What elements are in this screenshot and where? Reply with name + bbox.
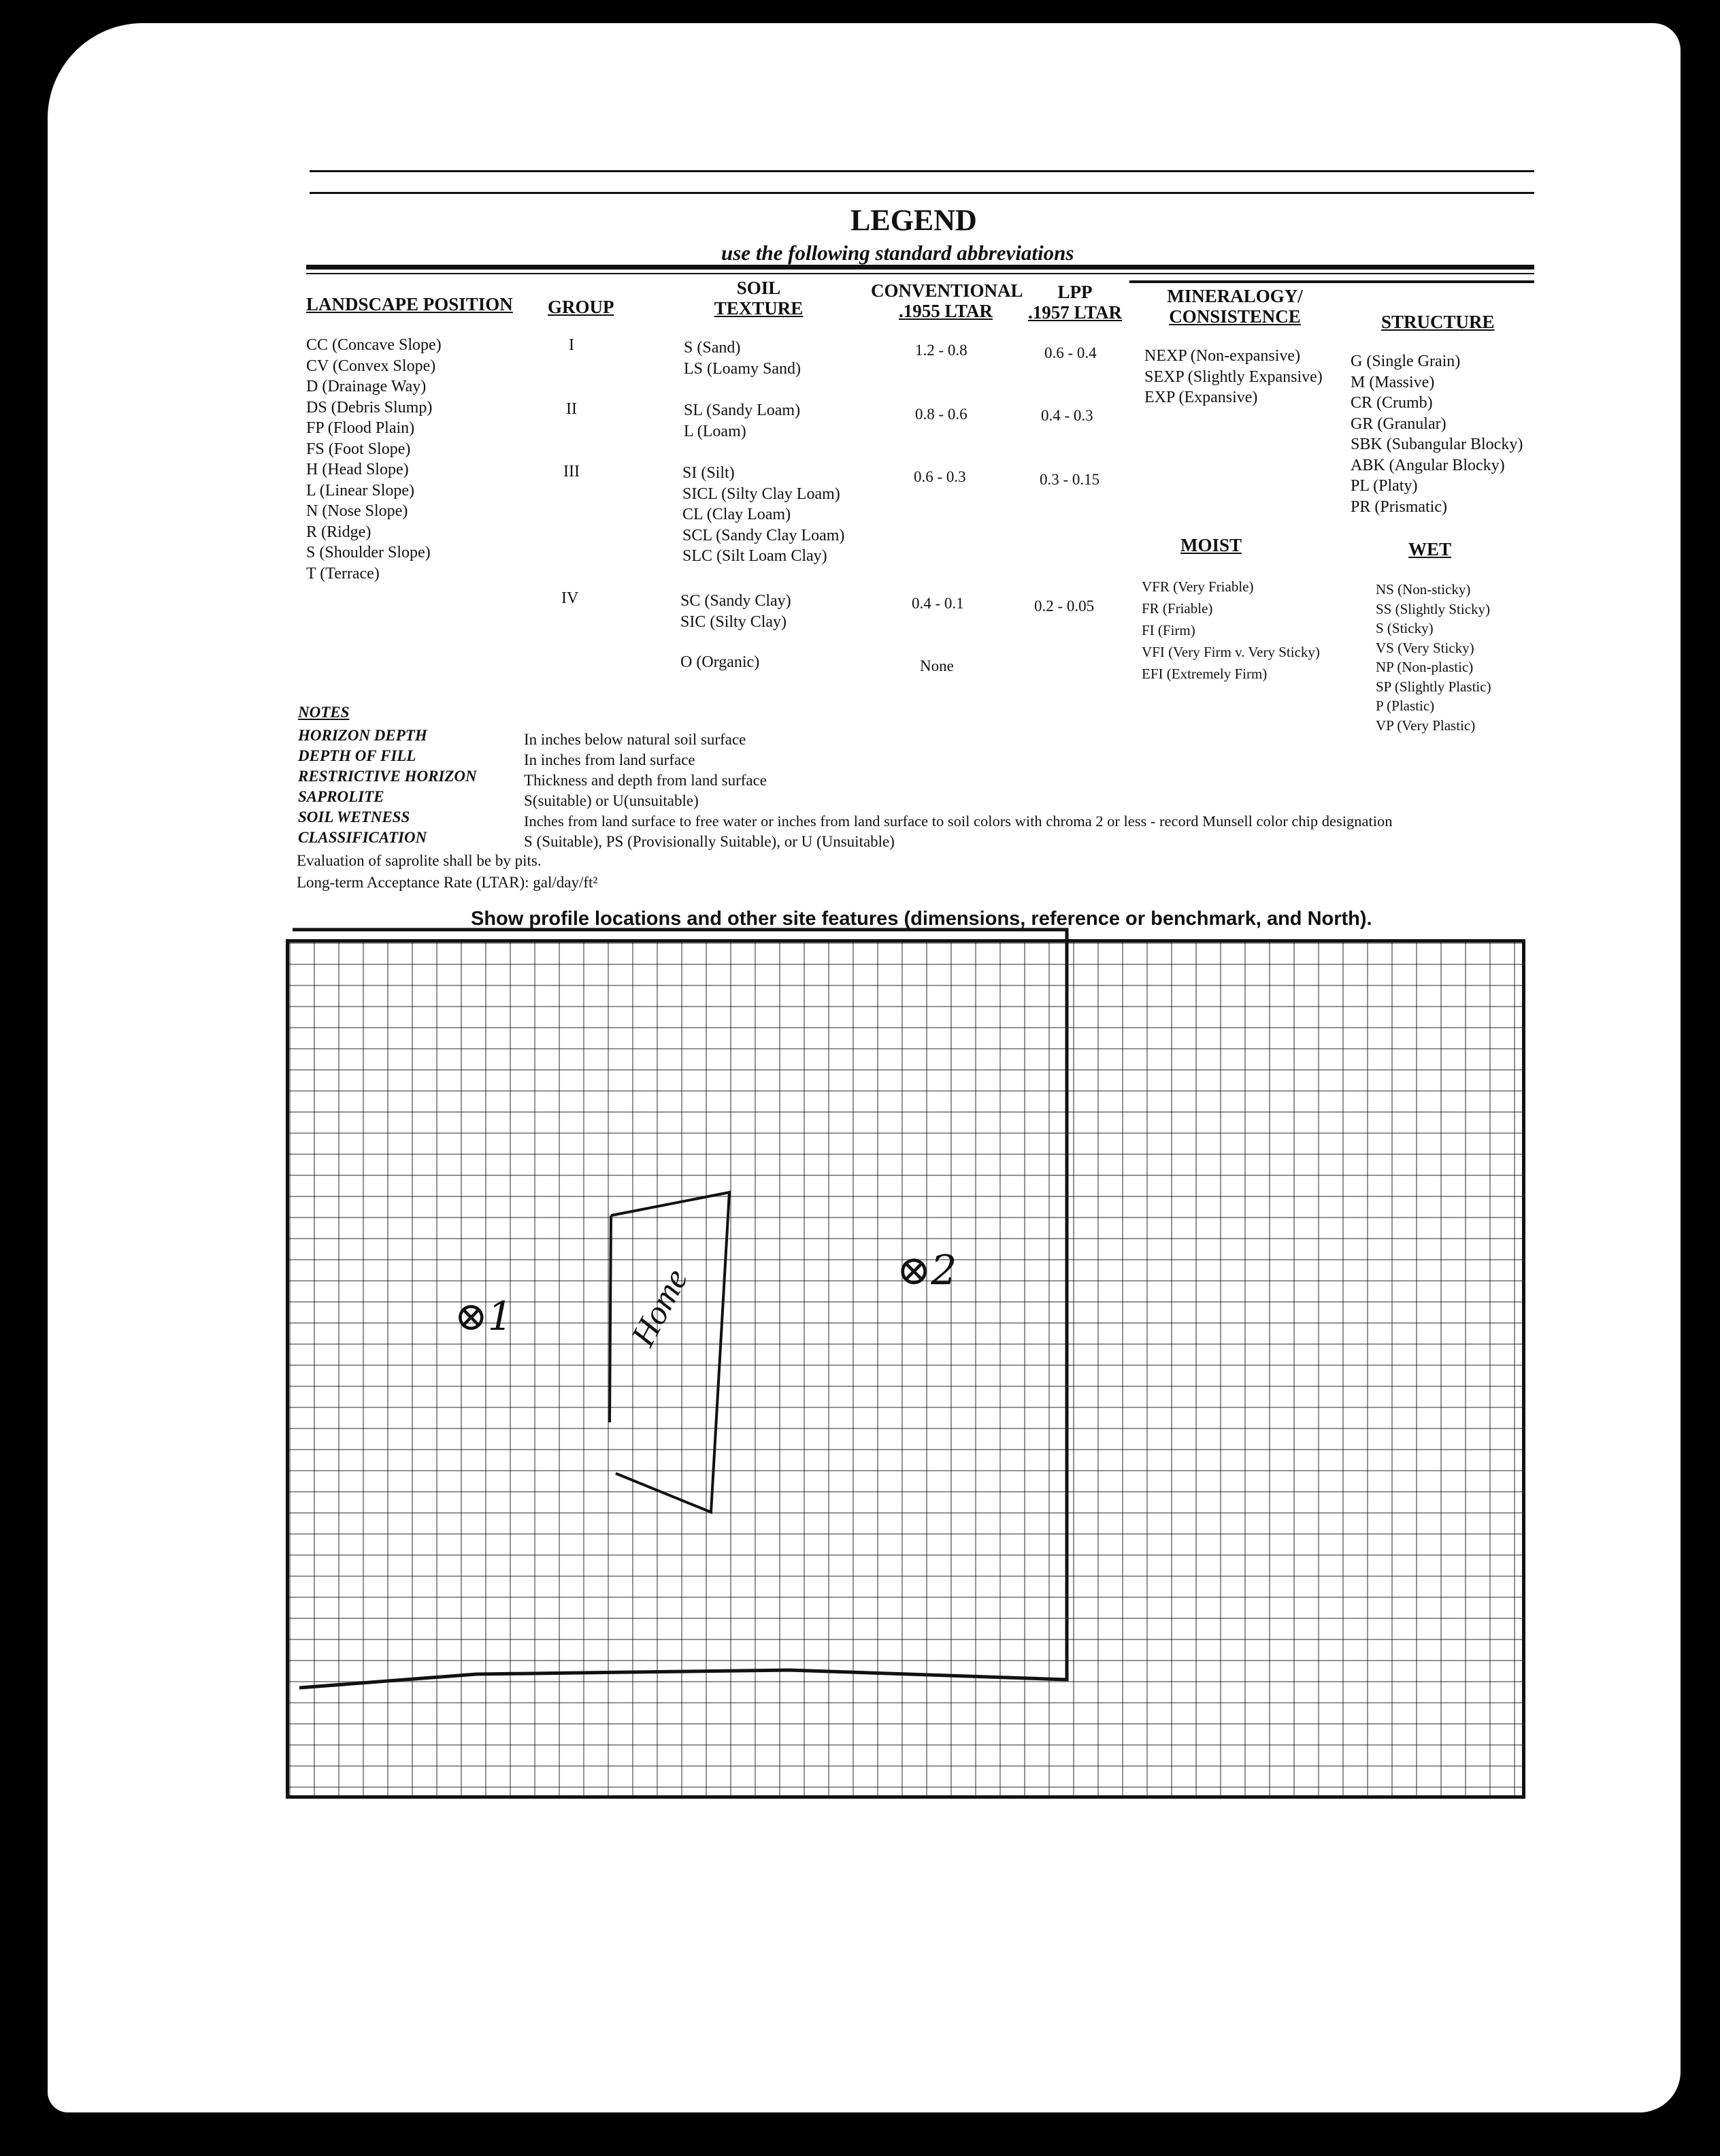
conventional-ltar-1: 1.2 - 0.8 [915, 342, 968, 359]
header-lpp-line1: LPP [1057, 282, 1093, 302]
list-item: P (Plastic) [1376, 698, 1435, 714]
note-label: CLASSIFICATION [298, 829, 427, 846]
list-item: CV (Convex Slope) [306, 357, 436, 375]
notes-heading: NOTES [298, 704, 350, 721]
list-item: SEXP (Slightly Expansive) [1144, 368, 1323, 386]
legend-subtitle: use the following standard abbreviations [721, 241, 1074, 265]
list-item: N (Nose Slope) [306, 502, 408, 520]
list-item: R (Ridge) [306, 523, 371, 541]
list-item: VP (Very Plastic) [1376, 717, 1476, 734]
header-min-line2: CONSISTENCE [1169, 306, 1301, 327]
list-item: SIC (Silty Clay) [680, 612, 787, 631]
list-item: FR (Friable) [1142, 600, 1213, 617]
home-outline-left [610, 1215, 611, 1422]
list-item: GR (Granular) [1351, 414, 1446, 433]
list-item: S (Sticky) [1376, 620, 1434, 636]
header-group: GROUP [548, 297, 614, 317]
note-label: SOIL WETNESS [298, 808, 410, 826]
header-conv-line2: .1955 LTAR [898, 301, 993, 321]
note-label: HORIZON DEPTH [298, 727, 427, 744]
conventional-ltar-2: 0.8 - 0.6 [915, 406, 968, 423]
list-item: PR (Prismatic) [1351, 497, 1447, 516]
list-item: NEXP (Non-expansive) [1144, 347, 1301, 365]
list-item: T (Terrace) [306, 564, 380, 583]
list-item: VFI (Very Firm v. Very Sticky) [1142, 644, 1320, 660]
home-label: Home [623, 1262, 695, 1352]
header-min-line1: MINERALOGY/ [1167, 286, 1303, 306]
list-item: SCL (Sandy Clay Loam) [682, 526, 845, 544]
header-lpp-line2: .1957 LTAR [1027, 302, 1123, 323]
list-item: L (Loam) [684, 422, 746, 440]
header-moist: MOIST [1180, 535, 1242, 555]
note-value: In inches from land surface [524, 751, 695, 768]
list-item: H (Head Slope) [306, 461, 409, 478]
profile-marker-2: ⊗2 [897, 1247, 957, 1294]
legend-title: LEGEND [850, 203, 977, 237]
note-label: RESTRICTIVE HORIZON [298, 768, 477, 785]
header-landscape-position: LANDSCAPE POSITION [306, 294, 513, 314]
note-value: In inches below natural soil surface [524, 731, 746, 748]
list-item: SBK (Subangular Blocky) [1351, 436, 1523, 453]
list-item: M (Massive) [1351, 373, 1435, 391]
list-item: SICL (Silty Clay Loam) [682, 485, 840, 503]
note-value: S (Suitable), PS (Provisionally Suitable), or U (Unsuitable) [524, 833, 895, 850]
lpp-ltar-2: 0.4 - 0.3 [1041, 407, 1093, 424]
list-item: EXP (Expansive) [1144, 389, 1258, 406]
note-value: Thickness and depth from land surface [524, 772, 767, 789]
list-item: FS (Foot Slope) [306, 440, 411, 458]
lpp-ltar-3: 0.3 - 0.15 [1040, 471, 1100, 488]
soil-texture-organic: O (Organic) [680, 653, 760, 671]
list-item: SL (Sandy Loam) [684, 402, 801, 419]
list-item: NS (Non-sticky) [1376, 581, 1471, 598]
header-conv-line1: CONVENTIONAL [871, 280, 1023, 301]
list-item: CC (Concave Slope) [306, 336, 442, 354]
conventional-ltar-4: 0.4 - 0.1 [912, 595, 964, 612]
list-item: SC (Sandy Clay) [680, 592, 791, 610]
note-value: Inches from land surface to free water or inches from land surface to soil colors with chroma 2 or less - record Munsell color chip designation [524, 813, 1393, 830]
list-item: CR (Crumb) [1351, 394, 1433, 412]
note-label: DEPTH OF FILL [298, 747, 416, 764]
list-item: PL (Platy) [1351, 477, 1418, 495]
list-item: S (Sand) [684, 339, 741, 357]
conventional-ltar-3: 0.6 - 0.3 [914, 468, 966, 485]
list-item: LS (Loamy Sand) [684, 359, 801, 378]
header-structure: STRUCTURE [1381, 312, 1495, 332]
group-ii: II [566, 400, 577, 418]
list-item: VS (Very Sticky) [1376, 639, 1474, 656]
list-item: DS (Debris Slump) [306, 398, 433, 416]
list-item: G (Single Grain) [1351, 353, 1461, 370]
list-item: SLC (Silt Loam Clay) [682, 547, 827, 565]
lpp-ltar-1: 0.6 - 0.4 [1044, 344, 1097, 361]
list-item: SI (Silt) [682, 464, 735, 482]
group-i: I [569, 336, 574, 354]
list-item: EFI (Extremely Firm) [1142, 666, 1268, 682]
note-label: SAPROLITE [298, 788, 384, 805]
list-item: CL (Clay Loam) [682, 506, 791, 523]
list-item: ABK (Angular Blocky) [1351, 456, 1505, 474]
header-wet: WET [1408, 539, 1452, 559]
header-soil-line1: SOIL [736, 278, 781, 298]
list-item: NP (Non-plastic) [1376, 659, 1474, 675]
home-outline [611, 1192, 729, 1512]
list-item: L (Linear Slope) [306, 481, 415, 500]
note-value: S(suitable) or U(unsuitable) [524, 792, 699, 809]
saprolite-note: Evaluation of saprolite shall be by pits. [297, 852, 542, 869]
profile-marker-1: ⊗1 [454, 1293, 513, 1339]
list-item: FP (Flood Plain) [306, 419, 415, 437]
site-instruction: Show profile locations and other site features (dimensions, reference or benchmark, and North). [471, 908, 1372, 930]
list-item: VFR (Very Friable) [1142, 578, 1254, 595]
conventional-ltar-5: None [920, 657, 954, 674]
ltar-note: Long-term Acceptance Rate (LTAR): gal/day/ft² [297, 874, 598, 891]
group-iii: III [563, 463, 580, 480]
list-item: SS (Slightly Sticky) [1376, 600, 1491, 617]
list-item: S (Shoulder Slope) [306, 544, 431, 561]
list-item: FI (Firm) [1142, 622, 1195, 638]
list-item: D (Drainage Way) [306, 378, 427, 395]
header-soil-line2: TEXTURE [714, 298, 804, 318]
list-item: SP (Slightly Plastic) [1376, 678, 1491, 695]
lpp-ltar-4: 0.2 - 0.05 [1034, 598, 1095, 615]
group-iv: IV [561, 589, 579, 607]
